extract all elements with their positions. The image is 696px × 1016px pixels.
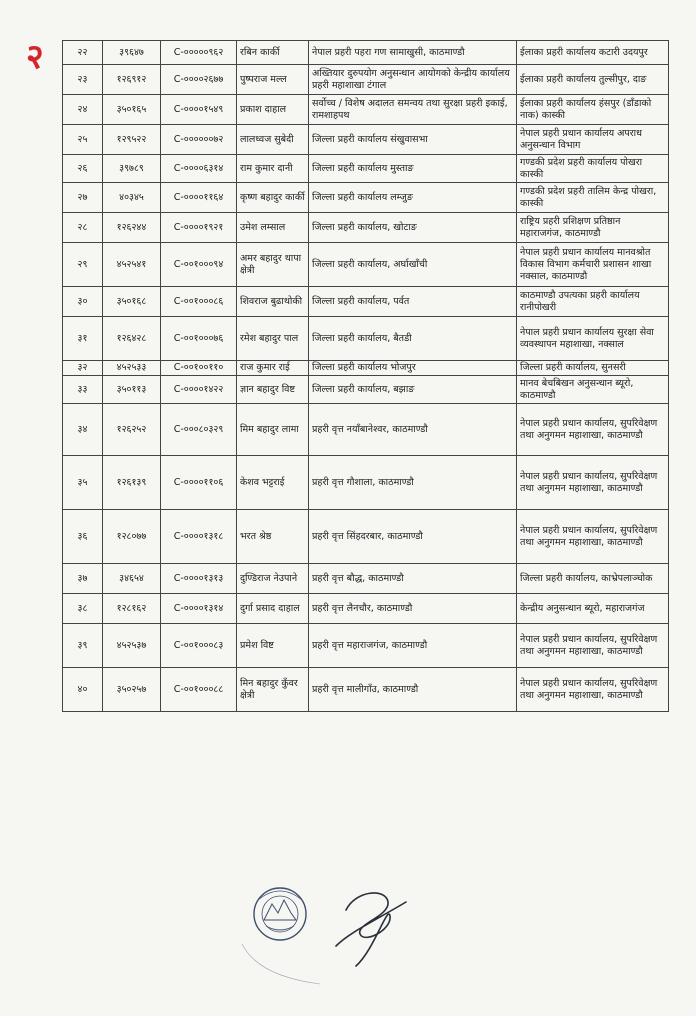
- id-cell: ३५०११३: [103, 376, 161, 404]
- serial-cell: ३५: [63, 456, 103, 510]
- id-cell: १२८०७७: [103, 510, 161, 564]
- code-cell: C-००१०००८६: [161, 287, 237, 317]
- id-cell: १२६९१२: [103, 65, 161, 95]
- serial-cell: ३२: [63, 361, 103, 376]
- current-office-cell: प्रहरी वृत्त महाराजगंज, काठमाण्डौ: [309, 624, 517, 668]
- serial-cell: ३६: [63, 510, 103, 564]
- table-row: [63, 456, 669, 510]
- emblem-icon: [254, 888, 306, 940]
- new-office-cell: नेपाल प्रहरी प्रधान कार्यालय सुरक्षा सेवा व्यवस्थापन महाशाखा, नक्साल: [517, 317, 669, 361]
- serial-cell: २४: [63, 95, 103, 125]
- current-office-cell: जिल्ला प्रहरी कार्यालय मुस्ताङ: [309, 155, 517, 183]
- id-cell: १२६२४४: [103, 213, 161, 243]
- code-cell: C-००००१३१३: [161, 564, 237, 594]
- table-row: [63, 594, 669, 624]
- serial-cell: ३०: [63, 287, 103, 317]
- name-cell: केशव भट्टराई: [237, 456, 309, 510]
- new-office-cell: नेपाल प्रहरी प्रधान कार्यालय, सुपरिवेक्षण तथा अनुगमन महाशाखा, काठमाण्डौ: [517, 668, 669, 712]
- current-office-cell: प्रहरी वृत्त लैनचौर, काठमाण्डौ: [309, 594, 517, 624]
- serial-cell: २५: [63, 125, 103, 155]
- id-cell: ३९६४७: [103, 41, 161, 65]
- id-cell: १२८१६२: [103, 594, 161, 624]
- name-cell: शिवराज बुढाथोकी: [237, 287, 309, 317]
- id-cell: १२६४२८: [103, 317, 161, 361]
- name-cell: राम कुमार दानी: [237, 155, 309, 183]
- code-cell: C-०००८०३२९: [161, 404, 237, 456]
- current-office-cell: प्रहरी वृत्त सिंहदरबार, काठमाण्डौ: [309, 510, 517, 564]
- name-cell: ज्ञान बहादुर विष्ट: [237, 376, 309, 404]
- code-cell: C-००१००११०: [161, 361, 237, 376]
- name-cell: राज कुमार राई: [237, 361, 309, 376]
- new-office-cell: नेपाल प्रहरी प्रधान कार्यालय मानवश्रोत विकास विभाग कर्मचारी प्रशासन शाखा नक्साल, काठमाण्डौ: [517, 243, 669, 287]
- new-office-cell: नेपाल प्रहरी प्रधान कार्यालय, सुपरिवेक्षण तथा अनुगमन महाशाखा, काठमाण्डौ: [517, 624, 669, 668]
- name-cell: रमेश बहादुर पाल: [237, 317, 309, 361]
- name-cell: मिम बहादुर लामा: [237, 404, 309, 456]
- id-cell: ४५२५३३: [103, 361, 161, 376]
- table-row: [63, 65, 669, 95]
- transfer-table: [62, 40, 669, 712]
- code-cell: C-००००२६७७: [161, 65, 237, 95]
- name-cell: दुर्गा प्रसाद दाहाल: [237, 594, 309, 624]
- id-cell: १२९५२२: [103, 125, 161, 155]
- serial-cell: ४०: [63, 668, 103, 712]
- current-office-cell: अख्तियार दुरुपयोग अनुसन्धान आयोगको केन्द्रीय कार्यालय प्रहरी महाशाखा टंगाल: [309, 65, 517, 95]
- id-cell: १२६१३९: [103, 456, 161, 510]
- code-cell: C-००००११०६: [161, 456, 237, 510]
- serial-cell: ३७: [63, 564, 103, 594]
- new-office-cell: गण्डकी प्रदेश प्रहरी तालिम केन्द्र पोखरा, कास्की: [517, 183, 669, 213]
- current-office-cell: जिल्ला प्रहरी कार्यालय, खोटाङ: [309, 213, 517, 243]
- new-office-cell: नेपाल प्रहरी प्रधान कार्यालय, सुपरिवेक्षण तथा अनुगमन महाशाखा, काठमाण्डौ: [517, 510, 669, 564]
- table-row: [63, 564, 669, 594]
- current-office-cell: सर्वोच्च / विशेष अदालत समन्वय तथा सुरक्षा प्रहरी इकाई, रामशाहपथ: [309, 95, 517, 125]
- current-office-cell: जिल्ला प्रहरी कार्यालय, बैतडी: [309, 317, 517, 361]
- page-number: २: [26, 37, 44, 77]
- new-office-cell: ईलाका प्रहरी कार्यालय तुल्सीपुर, दाङ: [517, 65, 669, 95]
- code-cell: C-००००१३१४: [161, 594, 237, 624]
- current-office-cell: प्रहरी वृत्त नयाँबानेश्वर, काठमाण्डौ: [309, 404, 517, 456]
- code-cell: C-००००१५४९: [161, 95, 237, 125]
- name-cell: रबिन कार्की: [237, 41, 309, 65]
- id-cell: ३५०१६५: [103, 95, 161, 125]
- serial-cell: २८: [63, 213, 103, 243]
- new-office-cell: केन्द्रीय अनुसन्धान ब्यूरो, महाराजगंज: [517, 594, 669, 624]
- new-office-cell: गण्डकी प्रदेश प्रहरी कार्यालय पोखरा कास्की: [517, 155, 669, 183]
- code-cell: C-०००००९६२: [161, 41, 237, 65]
- serial-cell: ३१: [63, 317, 103, 361]
- table-row: [63, 243, 669, 287]
- id-cell: ३५०२५७: [103, 668, 161, 712]
- current-office-cell: जिल्ला प्रहरी कार्यालय लम्जुङ: [309, 183, 517, 213]
- code-cell: C-००१०००८८: [161, 668, 237, 712]
- id-cell: ४५२५३७: [103, 624, 161, 668]
- signature: [316, 880, 416, 970]
- new-office-cell: जिल्ला प्रहरी कार्यालय, काभ्रेपलाञ्चोक: [517, 564, 669, 594]
- current-office-cell: जिल्ला प्रहरी कार्यालय भोजपुर: [309, 361, 517, 376]
- name-cell: प्रकाश दाहाल: [237, 95, 309, 125]
- serial-cell: ३४: [63, 404, 103, 456]
- table-row: [63, 287, 669, 317]
- table-row: [63, 510, 669, 564]
- table-row: [63, 361, 669, 376]
- current-office-cell: प्रहरी वृत्त बौद्ध, काठमाण्डौ: [309, 564, 517, 594]
- new-office-cell: ईलाका प्रहरी कार्यालय हंसपुर (डाँडाको नाक) कास्की: [517, 95, 669, 125]
- current-office-cell: जिल्ला प्रहरी कार्यालय, अर्घाखाँची: [309, 243, 517, 287]
- id-cell: ३९७८९: [103, 155, 161, 183]
- code-cell: C-००००६३१४: [161, 155, 237, 183]
- new-office-cell: नेपाल प्रहरी प्रधान कार्यालय, सुपरिवेक्षण तथा अनुगमन महाशाखा, काठमाण्डौ: [517, 404, 669, 456]
- new-office-cell: जिल्ला प्रहरी कार्यालय, सुनसरी: [517, 361, 669, 376]
- name-cell: अमर बहादुर थापा क्षेत्री: [237, 243, 309, 287]
- id-cell: ४५२५४१: [103, 243, 161, 287]
- code-cell: C-००००१३१८: [161, 510, 237, 564]
- table-row: [63, 376, 669, 404]
- code-cell: C-००००१९२१: [161, 213, 237, 243]
- table-row: [63, 95, 669, 125]
- table-row: [63, 213, 669, 243]
- code-cell: C-००१०००८३: [161, 624, 237, 668]
- table-row: [63, 155, 669, 183]
- serial-cell: २३: [63, 65, 103, 95]
- code-cell: C-००१०००७६: [161, 317, 237, 361]
- new-office-cell: ईलाका प्रहरी कार्यालय कटारी उदयपुर: [517, 41, 669, 65]
- current-office-cell: जिल्ला प्रहरी कार्यालय, बझाङ: [309, 376, 517, 404]
- current-office-cell: प्रहरी वृत्त गौशाला, काठमाण्डौ: [309, 456, 517, 510]
- table-row: [63, 183, 669, 213]
- code-cell: C-००००००७२: [161, 125, 237, 155]
- serial-cell: २९: [63, 243, 103, 287]
- id-cell: ४०३४५: [103, 183, 161, 213]
- id-cell: ३५०१६८: [103, 287, 161, 317]
- current-office-cell: जिल्ला प्रहरी कार्यालय, पर्वत: [309, 287, 517, 317]
- name-cell: मिन बहादुर कुँवर क्षेत्री: [237, 668, 309, 712]
- name-cell: भरत श्रेष्ठ: [237, 510, 309, 564]
- table-row: [63, 317, 669, 361]
- code-cell: C-००००११६४: [161, 183, 237, 213]
- current-office-cell: जिल्ला प्रहरी कार्यालय संखुवासभा: [309, 125, 517, 155]
- id-cell: ३४६५४: [103, 564, 161, 594]
- serial-cell: २२: [63, 41, 103, 65]
- new-office-cell: मानव बेचबिखन अनुसन्धान ब्यूरो, काठमाण्डौ: [517, 376, 669, 404]
- name-cell: पुष्पराज मल्ल: [237, 65, 309, 95]
- current-office-cell: नेपाल प्रहरी पहरा गण सामाखुसी, काठमाण्डौ: [309, 41, 517, 65]
- new-office-cell: नेपाल प्रहरी प्रधान कार्यालय अपराध अनुसन्धान विभाग: [517, 125, 669, 155]
- serial-cell: ३३: [63, 376, 103, 404]
- name-cell: प्रमेश विष्ट: [237, 624, 309, 668]
- name-cell: लालध्वज सुबेदी: [237, 125, 309, 155]
- serial-cell: २६: [63, 155, 103, 183]
- serial-cell: ३९: [63, 624, 103, 668]
- new-office-cell: राष्ट्रिय प्रहरी प्रशिक्षण प्रतिष्ठान महाराजगंज, काठमाण्डौ: [517, 213, 669, 243]
- table-row: [63, 404, 669, 456]
- serial-cell: ३८: [63, 594, 103, 624]
- new-office-cell: नेपाल प्रहरी प्रधान कार्यालय, सुपरिवेक्षण तथा अनुगमन महाशाखा, काठमाण्डौ: [517, 456, 669, 510]
- table-row: [63, 125, 669, 155]
- code-cell: C-००००१४२२: [161, 376, 237, 404]
- new-office-cell: काठमाण्डौ उपत्यका प्रहरी कार्यालय रानीपोखरी: [517, 287, 669, 317]
- code-cell: C-००१०००९४: [161, 243, 237, 287]
- name-cell: उमेश लम्साल: [237, 213, 309, 243]
- current-office-cell: प्रहरी वृत्त मालीगाँउ, काठमाण्डौ: [309, 668, 517, 712]
- table-row: [63, 668, 669, 712]
- table-row: [63, 624, 669, 668]
- name-cell: दुण्डिराज नेउपाने: [237, 564, 309, 594]
- id-cell: १२६२५२: [103, 404, 161, 456]
- serial-cell: २७: [63, 183, 103, 213]
- table-row: [63, 41, 669, 65]
- name-cell: कृष्ण बहादुर कार्की: [237, 183, 309, 213]
